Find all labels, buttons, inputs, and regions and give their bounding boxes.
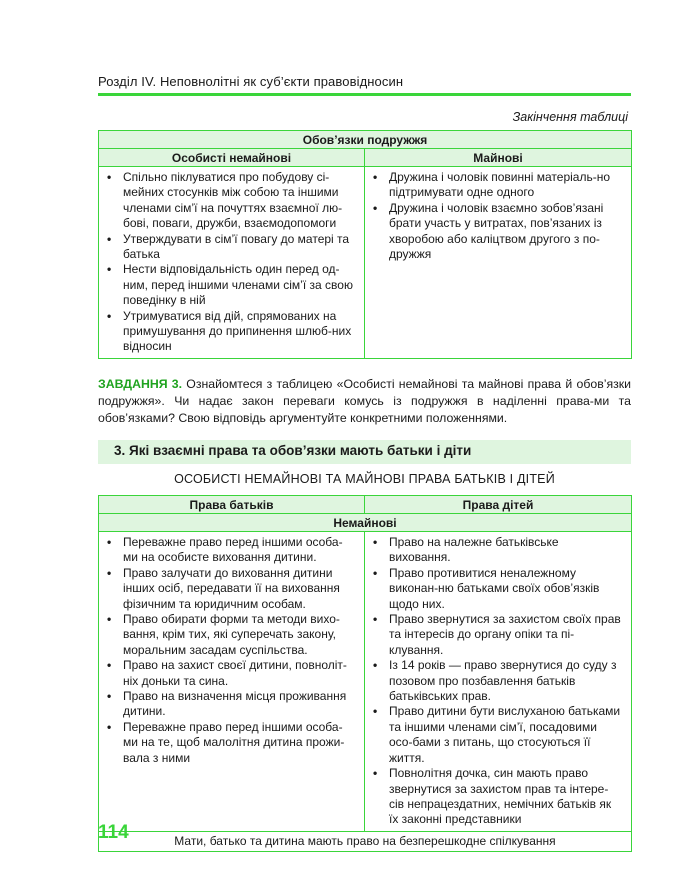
table2-caption: ОСОБИСТІ НЕМАЙНОВІ ТА МАЙНОВІ ПРАВА БАТЬКІВ І ДІТЕЙ bbox=[174, 472, 555, 486]
list-item: • Повнолітня дочка, син мають право звернутися за захистом прав та інтере-сів непрацездатних, немічних батьків як їх законні представники bbox=[373, 766, 623, 828]
task-text: Ознайомтеся з таблицею «Особисті немайнові та майнові права й обов’язки подружжя». Чи надає закон переваги комусь із подружжя в наділенні права-ми та обов’язками? Свою відповідь аргументуйте конкретними положеннями. bbox=[98, 377, 632, 425]
list-item: • Право залучати до виховання дитини інших осіб, передавати її на виховання фізичним та юридичним особам. bbox=[107, 566, 356, 612]
table1-col2-header: Майнові bbox=[365, 149, 632, 167]
table2-col2-header: Права дітей bbox=[365, 496, 632, 514]
list-item: • Переважне право перед іншими особа-ми на те, щоб малолітня дитина прожи-вала з ними bbox=[107, 720, 356, 766]
table-continuation-label: Закінчення таблиці bbox=[512, 110, 628, 124]
table2-col2-list bbox=[373, 535, 623, 828]
page-number: 114 bbox=[98, 822, 129, 843]
table1-col2-cell bbox=[365, 167, 632, 359]
header-rule bbox=[98, 93, 631, 96]
list-item: • Право дитини бути вислуханою батьками та іншими членами сім’ї, посадовими осо-бами з питань, що стосуються її життя. bbox=[373, 704, 623, 766]
list-item: • Із 14 років — право звернутися до суду з позовом про позбавлення батьків батьківських прав. bbox=[373, 658, 623, 704]
table2-subheader: Немайнові bbox=[99, 514, 632, 532]
spouses-duties-table bbox=[98, 130, 632, 359]
table2-col1-cell bbox=[99, 532, 365, 832]
table2-footer: Мати, батько та дитина мають право на безперешкодне спілкування bbox=[99, 831, 632, 851]
list-item: • Право на визначення місця проживання дитини. bbox=[107, 689, 356, 720]
list-item: • Дружина і чоловік повинні матеріаль-но підтримувати одне одного bbox=[373, 170, 623, 201]
task-label: ЗАВДАННЯ 3. bbox=[98, 377, 183, 391]
table2-col1-list bbox=[107, 535, 356, 766]
parents-children-rights-table bbox=[98, 495, 632, 852]
table1-col1-header: Особисті немайнові bbox=[99, 149, 365, 167]
table2-col2-cell bbox=[365, 532, 632, 832]
list-item: • Спільно піклуватися про побудову сі-мейних стосунків між собою та іншими членами сім’ї на почуттях взаємної лю-бові, поваги, дружби, взаємодопомоги bbox=[107, 170, 356, 232]
table1-col1-list bbox=[107, 170, 356, 355]
list-item: • Дружина і чоловік взаємно зобов’язані брати участь у витратах, пов’язаних із хворобою або каліцтвом другого з по-дружжя bbox=[373, 201, 623, 263]
list-item: • Переважне право перед іншими особа-ми на особисте виховання дитини. bbox=[107, 535, 356, 566]
list-item: • Нести відповідальність один перед од-ним, перед іншими членами сім’ї за свою поведінку в ній bbox=[107, 262, 356, 308]
table1-col1-cell bbox=[99, 167, 365, 359]
list-item: • Утримуватися від дій, спрямованих на примушування до припинення шлюб-них відносин bbox=[107, 309, 356, 355]
table1-title: Обов’язки подружжя bbox=[99, 131, 632, 149]
list-item: • Право на захист своєї дитини, повноліт-ніх доньки та сина. bbox=[107, 658, 356, 689]
list-item: • Право на належне батьківське виховання. bbox=[373, 535, 623, 566]
section-title: 3. Які взаємні права та обов’язки мають батьки і діти bbox=[114, 443, 472, 458]
list-item: • Утверждувати в сім’ї повагу до матері та батька bbox=[107, 232, 356, 263]
task-3 bbox=[98, 376, 631, 426]
list-item: • Право противитися неналежному виконан-ню батьками своїх обов’язків щодо них. bbox=[373, 566, 623, 612]
list-item: • Право звернутися за захистом своїх прав та інтересів до органу опіки та пі-клування. bbox=[373, 612, 623, 658]
table1-col2-list bbox=[373, 170, 623, 262]
running-head: Розділ IV. Неповнолітні як суб’єкти правовідносин bbox=[98, 74, 404, 89]
table2-col1-header: Права батьків bbox=[99, 496, 365, 514]
list-item: • Право обирати форми та методи вихо-вання, крім тих, які суперечать закону, моральним засадам суспільства. bbox=[107, 612, 356, 658]
